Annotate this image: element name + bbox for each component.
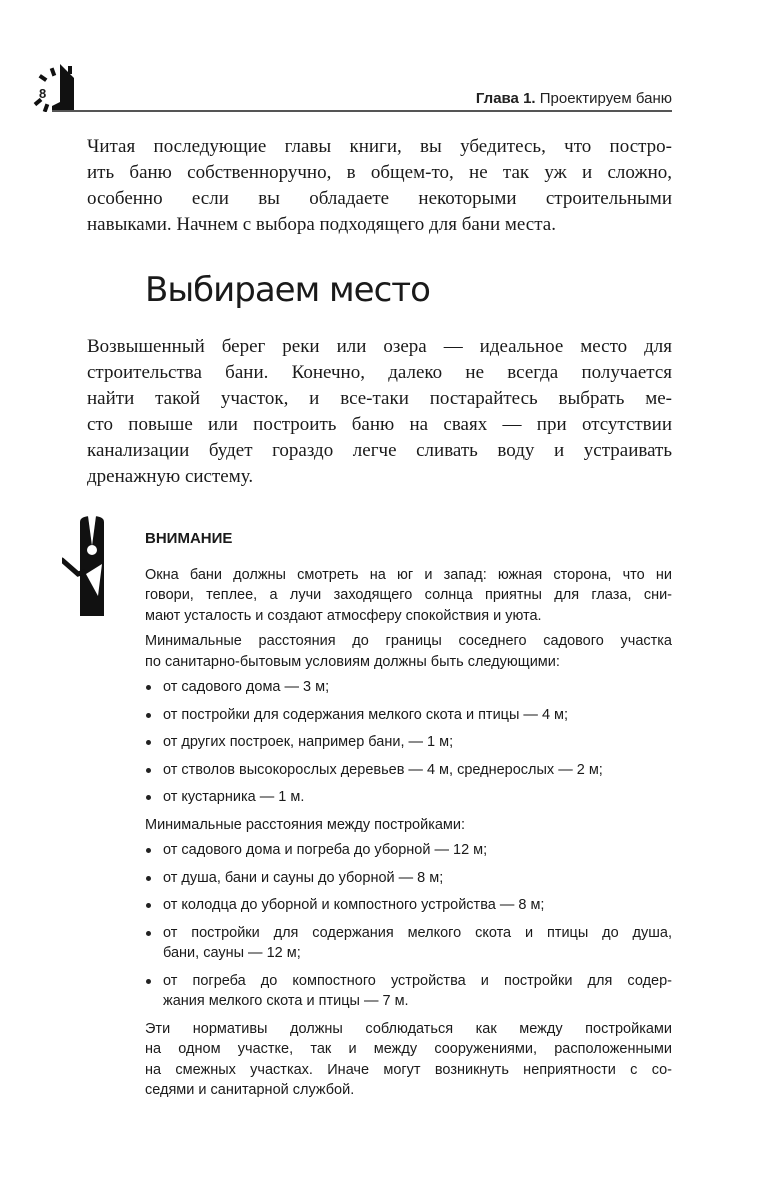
text-line: мают усталость и создают атмосферу спокойствия и уюта.: [145, 607, 542, 624]
bullet-icon: [146, 740, 151, 745]
text-line: от кустарника — 1 м.: [163, 789, 305, 805]
trowel-warning-icon: [62, 516, 122, 616]
list-item: [145, 732, 672, 753]
text-line: жания мелкого скота и птицы — 7 м.: [163, 993, 409, 1009]
bullet-icon: [146, 931, 151, 936]
text-line: от стволов высокорослых деревьев — 4 м, среднерослых — 2 м;: [163, 761, 603, 778]
text-line: Эти нормативы должны соблюдаться как между постройками: [145, 1020, 672, 1037]
text-line: от погреба до компостного устройства и постройки для содер-: [163, 972, 672, 989]
bullet-icon: [146, 903, 151, 908]
text-line: по санитарно-бытовым условиям должны быть следующими:: [145, 653, 560, 670]
bullet-icon: [146, 685, 151, 690]
list-item: [145, 677, 672, 698]
section-heading: Выбираем место: [145, 270, 430, 310]
chapter-label: Глава 1.: [475, 90, 536, 107]
list-item: [145, 895, 672, 916]
text-line: особенно если вы обладаете некоторыми строительными: [87, 188, 672, 209]
note-title: ВНИМАНИЕ: [145, 530, 233, 547]
warning-note: [145, 529, 672, 1106]
text-line: от других построек, например бани, — 1 м;: [163, 734, 454, 750]
text-line: Окна бани должны смотреть на юг и запад: южная сторона, что ни: [145, 566, 672, 583]
text-line: найти такой участок, и все-таки постарайтесь выбрать ме-: [87, 388, 672, 409]
text-line: канализации будет гораздо легче сливать воду и устраивать: [87, 440, 672, 461]
page-number: 8: [39, 86, 47, 101]
header-rule: [52, 110, 672, 112]
note-paragraph: [145, 631, 672, 672]
text-line: строительства бани. Конечно, далеко не всегда получается: [87, 362, 672, 383]
bullet-icon: [146, 795, 151, 800]
list-item: [145, 971, 672, 1012]
bullet-icon: [146, 713, 151, 718]
text-line: Минимальные расстояния до границы соседнего садового участка: [145, 633, 672, 649]
text-line: от постройки для содержания мелкого скота и птицы до душа,: [163, 924, 672, 941]
list-item: [145, 760, 672, 781]
bullet-icon: [146, 979, 151, 984]
text-line: седями и санитарной службой.: [145, 1082, 355, 1098]
bullet-icon: [146, 876, 151, 881]
list-item: [145, 705, 672, 726]
text-line: от колодца до уборной и компостного устройства — 8 м;: [163, 897, 545, 913]
text-line: от душа, бани и сауны до уборной — 8 м;: [163, 869, 444, 886]
intro-paragraph: [87, 134, 672, 238]
section-paragraph: [87, 334, 672, 490]
note-paragraph: [145, 565, 672, 627]
text-line: от садового дома и погреба до уборной — 12 м;: [163, 842, 488, 858]
page-header: [30, 62, 672, 112]
text-line: бани, сауны — 12 м;: [163, 945, 301, 961]
note-paragraph: [145, 815, 672, 836]
text-line: от садового дома — 3 м;: [163, 679, 330, 695]
text-line: Возвышенный берег реки или озера — идеальное место для: [87, 336, 672, 357]
list-item: [145, 787, 672, 808]
text-line: дренажную систему.: [87, 466, 254, 487]
text-line: на смежных участках. Иначе могут возникнуть неприятности с со-: [145, 1061, 672, 1078]
chapter-title: Проектируем баню: [539, 90, 672, 107]
text-line: Минимальные расстояния между постройками:: [145, 816, 466, 833]
bullet-icon: [146, 848, 151, 853]
bathhouse-logo-icon: [30, 62, 80, 112]
list-item: [145, 868, 672, 889]
bullet-icon: [146, 768, 151, 773]
list-item: [145, 840, 672, 861]
text-line: говори, теплее, а лучи заходящего солнца приятны для глаза, сни-: [145, 587, 672, 603]
text-line: на одном участке, так и между сооружениями, расположенными: [145, 1041, 672, 1057]
text-line: от постройки для содержания мелкого скота и птицы — 4 м;: [163, 706, 569, 723]
list-item: [145, 923, 672, 964]
running-head: [476, 90, 672, 107]
text-line: ить баню собственноручно, в общем-то, не так уж и сложно,: [87, 162, 672, 183]
note-paragraph: [145, 1019, 672, 1101]
text-line: Читая последующие главы книги, вы убедитесь, что постро-: [87, 136, 672, 157]
text-line: навыками. Начнем с выбора подходящего для бани места.: [87, 214, 556, 235]
text-line: сто повыше или построить баню на сваях — при отсутствии: [87, 414, 672, 435]
